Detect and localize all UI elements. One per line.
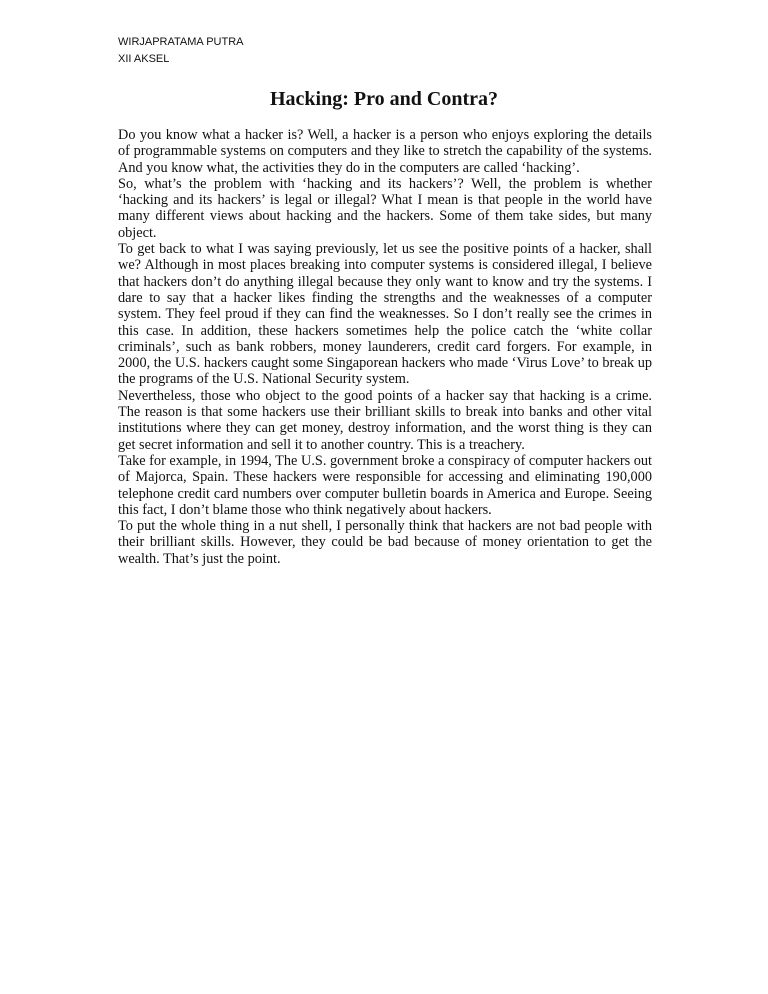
paragraph: So, what’s the problem with ‘hacking and its hackers’? Well, the problem is whether ‘hacking and its hackers’ is legal or illegal? What I mean is that people in the world have many different views about hacking and the hackers. Some of them take sides, but many object. (118, 175, 652, 241)
paragraph: To put the whole thing in a nut shell, I personally think that hackers are not bad people with their brilliant skills. However, they could be bad because of money orientation to get the wealth. That’s just the point. (118, 518, 652, 567)
paragraph: Do you know what a hacker is? Well, a hacker is a person who enjoys exploring the details of programmable systems on computers and they like to stretch the capability of the systems. And you know what, the activities they do in the computers are called ‘hacking’. (118, 127, 652, 176)
document-title: Hacking: Pro and Contra? (270, 88, 498, 110)
class-name: XII AKSEL (118, 53, 170, 65)
author-name: WIRJAPRATAMA PUTRA (118, 36, 244, 48)
paragraph: Nevertheless, those who object to the good points of a hacker say that hacking is a crime. The reason is that some hackers use their brilliant skills to break into banks and other vital institutions where they can get money, destroy information, and the worst thing is they can get secret information and sell it to another country. This is a treachery. (118, 387, 652, 453)
paragraph: To get back to what I was saying previously, let us see the positive points of a hacker, shall we? Although in most places breaking into computer systems is considered illegal, I believe that hackers don’t do anything illegal because they only want to know and try the systems. I dare to say that a hacker likes finding the strengths and the weaknesses of a computer system. They feel proud if they can find the weaknesses. So I don’t really see the crimes in this case. In addition, these hackers sometimes help the police catch the ‘white collar criminals’, such as bank robbers, money launderers, credit card forgers. For example, in 2000, the U.S. hackers caught some Singaporean hackers who made ‘Virus Love’ to break up the programs of the U.S. National Security system. (118, 241, 652, 388)
document-header (118, 34, 244, 68)
paragraph: Take for example, in 1994, The U.S. government broke a conspiracy of computer hackers out of Majorca, Spain. These hackers were responsible for accessing and eliminating 190,000 telephone credit card numbers over computer bulletin boards in America and Europe. Seeing this fact, I don’t blame those who think negatively about hackers. (118, 452, 652, 518)
document-body (118, 127, 652, 567)
